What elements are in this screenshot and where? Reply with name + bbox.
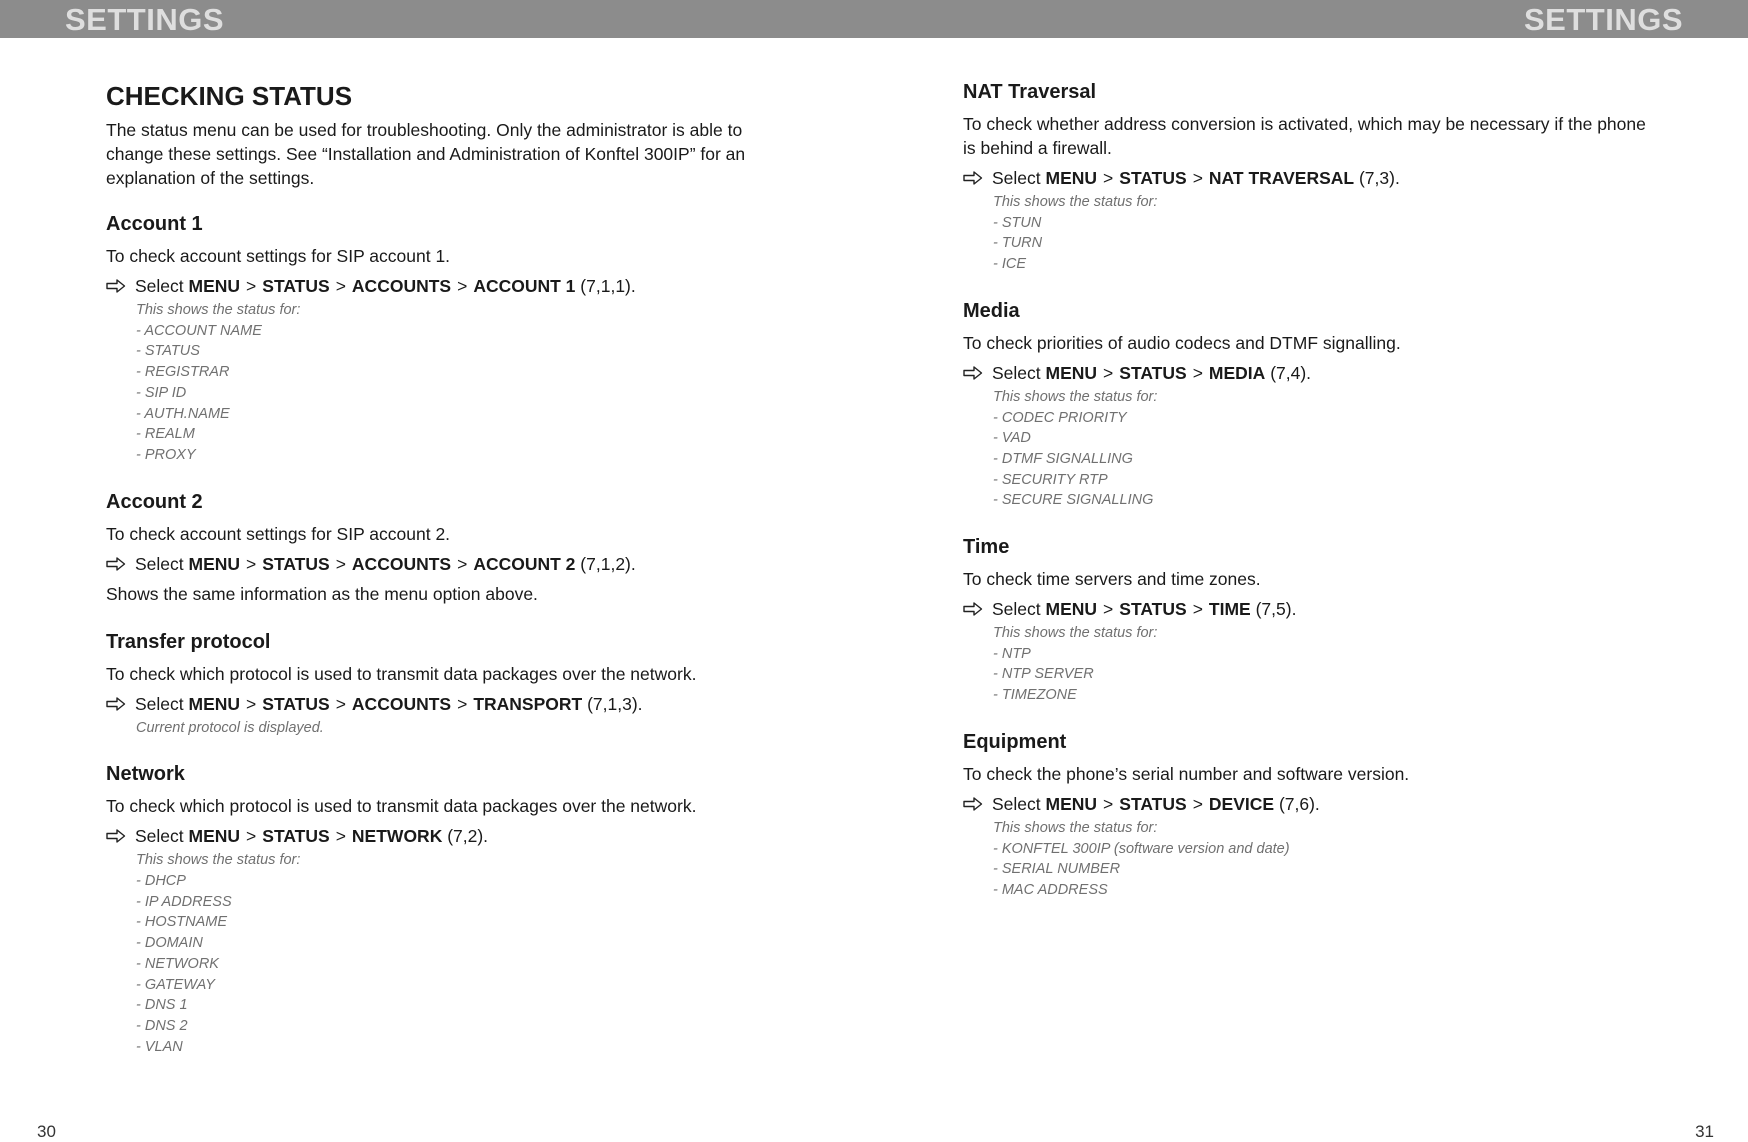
select-word: Select [135,693,184,714]
select-word: Select [992,168,1041,188]
menu-code: (7,1,3). [587,693,643,714]
section-heading: Account 2 [106,490,203,513]
path-separator: > [1103,362,1114,383]
menu-path-item: MENU [1045,168,1098,188]
section-description: To check priorities of audio codecs and DTMF signalling. [963,332,1401,353]
status-note-line: - NTP [993,645,1031,662]
menu-code: (7,1,1). [580,276,636,296]
status-note-line: - NETWORK [136,955,219,972]
left-page [106,80,786,1081]
status-note [136,718,786,739]
path-separator: > [457,276,468,296]
menu-path-item: ACCOUNTS [351,276,452,296]
menu-path-item: MEDIA [1208,362,1266,383]
section-description: To check time servers and time zones. [963,569,1261,590]
page-title: CHECKING STATUS [106,81,353,111]
path-separator: > [335,693,346,714]
menu-path-item: NAT TRAVERSAL [1208,168,1355,188]
status-note-line: - HOSTNAME [136,914,228,931]
path-separator: > [1192,793,1203,814]
menu-path-item: STATUS [1119,793,1187,814]
path-separator: > [246,276,257,296]
menu-path-item: MENU [1045,362,1098,383]
arrow-right-icon [106,557,128,571]
status-note-line: - TURN [993,235,1043,252]
status-note-line: - VLAN [136,1038,183,1055]
status-note-line: - CODEC PRIORITY [993,409,1127,426]
select-word: Select [992,793,1041,814]
path-separator: > [1192,362,1203,383]
path-separator: > [1103,168,1114,188]
menu-path-item: STATUS [1119,599,1187,620]
section [106,762,786,1057]
status-note [993,387,1663,511]
status-note-line: - ACCOUNT NAME [136,322,262,339]
arrow-right-icon [106,697,128,711]
select-word: Select [135,826,184,847]
intro-text: The status menu can be used for troubleshooting. Only the administrator is able to change these settings. See “Installation and Administration of Konftel 300IP” for an explanation of the settings. [106,120,746,188]
menu-path-item: STATUS [1119,362,1187,383]
page-number-right: 31 [1695,1122,1714,1141]
section-description: To check account settings for SIP account 2. [106,523,451,544]
path-separator: > [1103,793,1114,814]
menu-instruction [106,692,786,716]
select-word: Select [135,553,184,574]
arrow-right-icon [106,279,128,293]
status-note-line: - REGISTRAR [136,364,230,381]
menu-path-item: ACCOUNT 2 [473,553,576,574]
select-word: Select [992,362,1041,383]
status-note-line: - REALM [136,426,195,443]
section-heading: Network [106,763,185,786]
menu-path-item: MENU [188,826,241,847]
path-separator: > [335,276,346,296]
status-note-line: - TIMEZONE [993,687,1077,704]
section [963,535,1663,706]
section-description: To check which protocol is used to transmit data packages over the network. [106,796,697,817]
status-note-line: Current protocol is displayed. [136,719,324,736]
status-note [993,623,1663,706]
status-note-line: - SECURE SIGNALLING [993,492,1154,509]
status-note-line: This shows the status for: [993,388,1158,405]
status-note-line: - PROXY [136,446,196,463]
status-note [993,818,1663,901]
menu-path-item: STATUS [1119,168,1187,188]
status-note-line: - SIP ID [136,384,187,401]
section-heading: Time [963,536,1010,559]
status-note-line: - STATUS [136,343,200,360]
menu-path-item: STATUS [262,693,330,714]
status-note [993,192,1663,275]
path-separator: > [335,826,346,847]
menu-code: (7,4). [1270,362,1312,383]
header-title-left: SETTINGS [65,2,225,37]
status-note-line: This shows the status for: [136,852,301,869]
section-heading: NAT Traversal [963,81,1097,103]
menu-path-item: ACCOUNTS [351,553,452,574]
path-separator: > [335,553,346,574]
status-note-line: - GATEWAY [136,976,215,993]
arrow-right-icon [963,366,985,380]
path-separator: > [1103,599,1114,620]
menu-path-item: ACCOUNTS [351,693,452,714]
menu-code: (7,3). [1358,168,1400,188]
path-separator: > [1192,599,1203,620]
path-separator: > [246,826,257,847]
section [963,80,1663,275]
menu-path-item: ACCOUNT 1 [473,276,576,296]
arrow-right-icon [963,602,985,616]
path-separator: > [246,693,257,714]
status-note-line: - VAD [993,430,1031,447]
status-note [136,300,786,466]
section [106,212,786,466]
menu-path-item: STATUS [262,826,330,847]
section-heading: Account 1 [106,213,203,235]
path-separator: > [457,693,468,714]
path-separator: > [1192,168,1203,188]
status-note-line: - DNS 2 [136,1017,188,1034]
arrow-right-icon [106,829,128,843]
section-description: To check whether address conversion is activated, which may be necessary if the phone is behind a firewall. [963,114,1646,158]
right-sections [963,80,1663,901]
menu-path-item: MENU [1045,599,1098,620]
menu-path-item: TIME [1208,599,1251,620]
status-note-line: - DOMAIN [136,935,203,952]
section-heading: Equipment [963,730,1067,753]
arrow-right-icon [963,797,985,811]
status-note-line: - SECURITY RTP [993,471,1108,488]
select-word: Select [135,276,184,296]
menu-instruction [963,792,1663,816]
menu-code: (7,2). [447,826,489,847]
status-note-line: - IP ADDRESS [136,893,232,910]
section-description: To check account settings for SIP account 1. [106,246,451,266]
status-note-line: - DTMF SIGNALLING [993,450,1133,467]
menu-path-item: MENU [1045,793,1098,814]
status-note-line: - DHCP [136,873,186,890]
menu-path-item: STATUS [262,276,330,296]
section [963,299,1663,511]
status-note-line: This shows the status for: [993,194,1158,210]
menu-instruction [963,166,1663,190]
status-note-line: - KONFTEL 300IP (software version and date) [993,840,1290,857]
header-bar [0,0,1748,38]
status-note [136,850,786,1057]
menu-code: (7,1,2). [580,553,636,574]
status-note-line: - ICE [993,256,1027,273]
status-note-line: - AUTH.NAME [136,405,230,422]
menu-instruction [106,274,786,298]
section-heading: Media [963,299,1020,322]
menu-path-item: MENU [188,276,241,296]
status-note-line: - DNS 1 [136,997,188,1014]
menu-path-item: TRANSPORT [473,693,583,714]
section-followup-text: Shows the same information as the menu option above. [106,583,538,604]
path-separator: > [246,553,257,574]
section-description: To check which protocol is used to transmit data packages over the network. [106,663,697,684]
arrow-right-icon [963,171,985,185]
status-note-line: - STUN [993,214,1042,231]
left-sections [106,212,786,1057]
page-number-left: 30 [37,1122,56,1141]
menu-path-item: STATUS [262,553,330,574]
menu-code: (7,5). [1255,599,1297,620]
menu-path-item: MENU [188,693,241,714]
status-note-line: This shows the status for: [993,625,1158,642]
status-note-line: - NTP SERVER [993,666,1094,683]
menu-path-item: DEVICE [1208,793,1275,814]
section [106,490,786,606]
status-note-line: - SERIAL NUMBER [993,861,1121,878]
status-note-line: This shows the status for: [136,302,301,318]
menu-path-item: NETWORK [351,826,443,847]
section [963,730,1663,901]
menu-instruction [106,552,786,576]
select-word: Select [992,599,1041,620]
path-separator: > [457,553,468,574]
menu-instruction [963,361,1663,385]
menu-instruction [963,597,1663,621]
menu-instruction [106,824,786,848]
section-heading: Transfer protocol [106,630,271,653]
section [106,630,786,739]
status-note-line: - MAC ADDRESS [993,881,1108,898]
header-title-right: SETTINGS [1523,2,1683,37]
menu-code: (7,6). [1278,793,1320,814]
status-note-line: This shows the status for: [993,819,1158,836]
menu-path-item: MENU [188,553,241,574]
right-page [963,80,1663,925]
section-description: To check the phone’s serial number and software version. [963,763,1410,784]
